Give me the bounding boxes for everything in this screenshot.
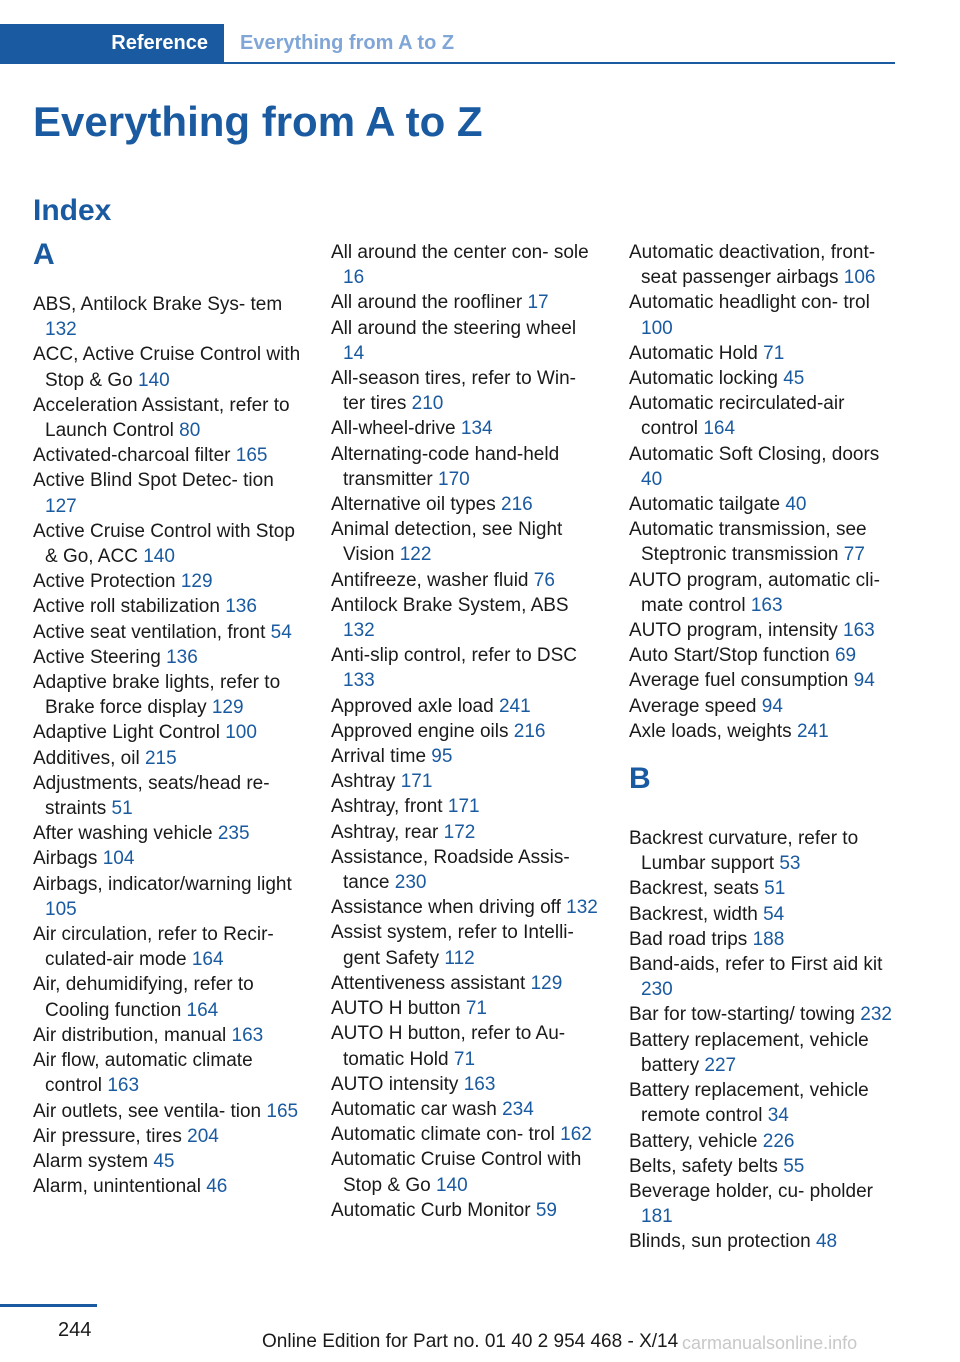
entry-text: Alternative oil types	[331, 494, 496, 516]
index-entry	[331, 1122, 599, 1147]
index-entry	[33, 846, 301, 871]
index-entry	[331, 1097, 599, 1122]
index-heading: Index	[33, 194, 112, 227]
index-entry	[629, 568, 897, 618]
page-link[interactable]: 129	[180, 571, 213, 593]
entry-text: Air distribution, manual	[33, 1024, 227, 1046]
page-link[interactable]: 140	[137, 369, 170, 391]
page-link[interactable]: 53	[779, 853, 801, 875]
entry-text: Automatic transmission, see Steptronic transmission	[629, 519, 867, 566]
index-entry	[33, 443, 301, 468]
index-entry	[629, 366, 897, 391]
entry-text: Active Cruise Control with Stop & Go, ACC	[33, 520, 295, 568]
page-link[interactable]: 163	[231, 1024, 264, 1046]
index-entry	[629, 442, 897, 492]
page-link[interactable]: 230	[394, 872, 427, 894]
index-entry	[629, 341, 897, 366]
index-entry	[629, 694, 897, 719]
entry-text: Assistance, Roadside Assis- tance	[331, 846, 570, 894]
page-link[interactable]: 34	[767, 1105, 789, 1127]
entry-text: Active Steering	[33, 646, 161, 668]
index-entry	[331, 568, 599, 593]
entry-text: Arrival time	[331, 746, 427, 768]
page-link[interactable]: 105	[45, 898, 77, 920]
index-entry	[331, 416, 599, 441]
entry-text: Air outlets, see ventila- tion	[33, 1100, 262, 1122]
header-tab-reference: Reference	[0, 24, 224, 62]
index-entry	[629, 492, 897, 517]
index-entry	[331, 442, 599, 492]
index-entry	[629, 240, 897, 290]
page-link[interactable]: 80	[179, 420, 201, 442]
page-link[interactable]: 45	[153, 1150, 175, 1172]
index-entry	[33, 519, 301, 569]
entry-text: Automatic Hold	[629, 342, 758, 364]
entry-text: Automatic tailgate	[629, 494, 781, 516]
page-link[interactable]: 54	[270, 621, 292, 643]
entry-text: Air flow, automatic climate control	[33, 1050, 253, 1097]
page-link[interactable]: 112	[444, 947, 475, 969]
entry-text: Additives, oil	[33, 747, 140, 769]
index-entry	[331, 492, 599, 517]
index-entry	[331, 290, 599, 315]
entries-col2	[331, 240, 599, 1223]
entries-col3b	[629, 826, 897, 1254]
entry-text: Average speed	[629, 695, 757, 717]
entry-text: Activated-charcoal filter	[33, 445, 231, 467]
index-entry	[629, 1002, 897, 1027]
entry-text: All around the center con- sole	[331, 242, 589, 263]
page-link[interactable]: 77	[843, 544, 865, 566]
index-entry	[629, 1129, 897, 1154]
index-entry	[629, 517, 897, 567]
entry-text: Belts, safety belts	[629, 1155, 778, 1177]
page-link[interactable]: 216	[501, 494, 533, 516]
index-entry	[331, 366, 599, 416]
page-link[interactable]: 132	[566, 897, 598, 919]
entry-text: Automatic Soft Closing, doors	[629, 443, 880, 465]
page-link[interactable]: 48	[815, 1231, 838, 1253]
page-link[interactable]: 55	[783, 1155, 805, 1177]
index-entry	[331, 1072, 599, 1097]
entry-text: All around the steering wheel	[331, 317, 577, 339]
entry-text: Battery, vehicle	[629, 1130, 758, 1152]
page-link[interactable]: 170	[438, 468, 470, 490]
entry-text: Battery replacement, vehicle battery	[629, 1029, 869, 1076]
page-link[interactable]: 164	[191, 949, 224, 971]
page-link[interactable]: 165	[266, 1100, 299, 1122]
entry-text: After washing vehicle	[33, 823, 213, 845]
page-link[interactable]: 17	[527, 292, 549, 314]
page-link[interactable]: 140	[143, 546, 175, 568]
page-link[interactable]: 94	[853, 670, 875, 692]
entry-text: Axle loads, weights	[629, 720, 792, 742]
page-link[interactable]: 94	[761, 695, 783, 717]
entries-col1	[33, 292, 301, 1199]
page-link[interactable]: 100	[641, 317, 673, 339]
index-entry	[629, 826, 897, 876]
page-link[interactable]: 241	[498, 695, 531, 717]
page-link[interactable]: 132	[45, 319, 77, 341]
entry-text: Automatic car wash	[331, 1098, 497, 1120]
page-link[interactable]: 215	[144, 747, 177, 769]
page-link[interactable]: 227	[704, 1054, 737, 1076]
index-entry	[33, 720, 301, 745]
page-link[interactable]: 232	[860, 1004, 892, 1026]
index-entry	[331, 316, 599, 366]
index-entry	[629, 952, 897, 1002]
page-link[interactable]: 234	[502, 1098, 534, 1120]
entry-text: Automatic Curb Monitor	[331, 1199, 531, 1221]
page-link[interactable]: 140	[435, 1174, 468, 1196]
page-link[interactable]: 204	[187, 1125, 219, 1147]
index-entry	[629, 290, 897, 340]
page-link[interactable]: 164	[703, 418, 736, 440]
entry-text: Adaptive Light Control	[33, 722, 220, 744]
entry-text: Active Protection	[33, 571, 176, 593]
entry-text: AUTO program, intensity	[629, 620, 838, 642]
index-entry	[331, 694, 599, 719]
index-entry	[331, 971, 599, 996]
running-header	[0, 24, 895, 64]
page-link[interactable]: 45	[783, 368, 805, 390]
page-link[interactable]: 106	[843, 267, 876, 289]
entry-text: Airbags	[33, 848, 98, 870]
entry-text: AUTO H button	[331, 998, 461, 1020]
entry-text: Air, dehumidifying, refer to Cooling function	[33, 974, 254, 1021]
index-entry	[33, 292, 301, 342]
entry-text: Bad road trips	[629, 928, 748, 950]
letter-heading-a: A	[33, 238, 55, 271]
entry-text: Battery replacement, vehicle remote control	[629, 1080, 869, 1127]
index-entry	[331, 643, 599, 693]
index-entry	[33, 972, 301, 1022]
entry-text: Band-aids, refer to First aid kit	[629, 954, 883, 976]
index-entry	[331, 820, 599, 845]
page-link[interactable]: 54	[763, 903, 785, 925]
entry-text: Automatic Cruise Control with Stop & Go	[331, 1149, 582, 1196]
index-entry	[33, 645, 301, 670]
index-entry	[33, 670, 301, 720]
entry-text: Automatic headlight con- trol	[629, 292, 870, 314]
entry-text: ACC, Active Cruise Control with Stop & Go	[33, 344, 301, 391]
page-link[interactable]: 171	[400, 771, 433, 793]
page-link[interactable]: 40	[785, 494, 807, 516]
entries-col3a	[629, 240, 897, 744]
entry-text: Animal detection, see Night Vision	[331, 519, 563, 566]
page-link[interactable]: 133	[343, 670, 375, 692]
index-entry	[33, 1023, 301, 1048]
index-entry	[331, 744, 599, 769]
index-entry	[33, 922, 301, 972]
entry-text: Automatic deactivation, front- seat passenger airbags	[629, 242, 876, 289]
index-entry	[331, 769, 599, 794]
index-entry	[33, 821, 301, 846]
index-entry	[331, 920, 599, 970]
page-link[interactable]: 14	[343, 342, 365, 364]
page-link[interactable]: 76	[533, 569, 555, 591]
index-entry	[33, 872, 301, 922]
index-entry	[331, 719, 599, 744]
entry-text: Alternating-code hand-held transmitter	[331, 443, 560, 490]
index-entry	[33, 342, 301, 392]
index-entry	[33, 1124, 301, 1149]
page-link[interactable]: 46	[206, 1176, 228, 1198]
page-link[interactable]: 235	[217, 823, 250, 845]
entry-text: Active seat ventilation, front	[33, 621, 266, 643]
entry-text: Ashtray, rear	[331, 821, 439, 843]
page-link[interactable]: 40	[641, 468, 663, 490]
page-link[interactable]: 164	[186, 999, 219, 1021]
index-entry	[33, 569, 301, 594]
entry-text: Antilock Brake System, ABS	[331, 594, 569, 616]
entry-text: Ashtray	[331, 771, 396, 793]
page-link[interactable]: 171	[447, 796, 480, 818]
page-link[interactable]: 163	[750, 594, 783, 616]
page-link[interactable]: 163	[843, 620, 875, 642]
page-link[interactable]: 104	[102, 848, 135, 870]
entry-text: Active roll stabilization	[33, 596, 220, 618]
index-entry	[331, 593, 599, 643]
entry-text: All-season tires, refer to Win- ter tires	[331, 368, 576, 415]
index-entry	[629, 1078, 897, 1128]
page-link[interactable]: 127	[45, 495, 77, 517]
entry-text: Auto Start/Stop function	[629, 645, 830, 667]
index-entry	[33, 771, 301, 821]
index-entry	[331, 1147, 599, 1197]
entry-text: Air pressure, tires	[33, 1125, 182, 1147]
index-entry	[331, 895, 599, 920]
index-entry	[33, 1099, 301, 1124]
page-link[interactable]: 51	[764, 878, 786, 900]
index-column-1	[33, 240, 301, 1199]
entry-text: Approved engine oils	[331, 720, 509, 742]
header-tab-section: Everything from A to Z	[240, 31, 455, 54]
page-link[interactable]: 163	[107, 1075, 140, 1097]
entry-text: Adjustments, seats/head re- straints	[33, 772, 270, 820]
footer-rule	[0, 1304, 97, 1307]
index-entry	[629, 668, 897, 693]
watermark: carmanualsonline.info	[682, 1333, 858, 1353]
entry-text: Assist system, refer to Intelli- gent Safety	[331, 922, 574, 969]
index-entry	[33, 594, 301, 619]
index-entry	[629, 1179, 897, 1229]
index-entry	[629, 643, 897, 668]
index-entry	[629, 618, 897, 643]
index-entry	[33, 393, 301, 443]
entry-text: Airbags, indicator/warning light	[33, 873, 292, 895]
index-entry	[629, 902, 897, 927]
entry-text: Adaptive brake lights, refer to Brake force display	[33, 672, 281, 719]
index-entry	[629, 1028, 897, 1078]
page-link[interactable]: 71	[465, 998, 487, 1020]
entry-text: Active Blind Spot Detec- tion	[33, 470, 274, 492]
index-entry	[629, 391, 897, 441]
page-link[interactable]: 129	[211, 697, 244, 719]
entry-text: Ashtray, front	[331, 796, 443, 818]
index-entry	[331, 1021, 599, 1071]
entry-text: Backrest, width	[629, 903, 758, 925]
page-link[interactable]: 71	[453, 1048, 476, 1070]
page-number: 244	[58, 1319, 92, 1341]
entry-text: Automatic locking	[629, 368, 778, 390]
entry-text: Antifreeze, washer fluid	[331, 569, 529, 591]
page-link[interactable]: 172	[443, 821, 476, 843]
entry-text: Bar for tow-starting/ towing	[629, 1004, 855, 1026]
page-link[interactable]: 165	[235, 445, 268, 467]
page-link[interactable]: 230	[641, 979, 673, 1001]
page-link[interactable]: 163	[463, 1073, 496, 1095]
entry-text: AUTO H button, refer to Au- tomatic Hold	[331, 1023, 566, 1070]
page-link[interactable]: 51	[111, 798, 133, 820]
entry-text: Backrest, seats	[629, 878, 759, 900]
page-link[interactable]: 71	[763, 342, 785, 364]
entry-text: Beverage holder, cu- pholder	[629, 1180, 873, 1202]
page-link[interactable]: 69	[834, 645, 857, 667]
entry-text: All-wheel-drive	[331, 418, 456, 440]
index-entry	[629, 1154, 897, 1179]
page-link[interactable]: 226	[762, 1130, 795, 1152]
page-link[interactable]: 188	[752, 928, 785, 950]
page-link[interactable]: 129	[530, 972, 563, 994]
index-entry	[629, 1229, 897, 1254]
index-entry	[331, 996, 599, 1021]
index-entry	[331, 240, 599, 290]
entry-text: Blinds, sun protection	[629, 1231, 811, 1253]
page-link[interactable]: 162	[560, 1124, 592, 1146]
page-link[interactable]: 210	[411, 393, 444, 415]
entry-text: Approved axle load	[331, 695, 494, 717]
entry-text: AUTO program, automatic cli- mate control	[629, 569, 880, 616]
entry-text: Average fuel consumption	[629, 670, 849, 692]
page-link[interactable]: 241	[796, 720, 829, 742]
page-link[interactable]: 181	[641, 1206, 673, 1228]
index-entry	[33, 1048, 301, 1098]
index-entry	[33, 1174, 301, 1199]
page-link[interactable]: 134	[460, 418, 493, 440]
page-link[interactable]: 132	[343, 620, 375, 642]
index-entry	[33, 746, 301, 771]
page-link[interactable]: 136	[225, 596, 257, 618]
index-entry	[331, 517, 599, 567]
edition-text: Online Edition for Part no. 01 40 2 954 468 - X/14	[262, 1331, 679, 1352]
entry-text: Alarm system	[33, 1150, 149, 1172]
index-entry	[33, 468, 301, 518]
index-entry	[629, 927, 897, 952]
page-link[interactable]: 100	[225, 722, 257, 744]
entry-text: Automatic climate con- trol	[331, 1124, 555, 1146]
index-entry	[331, 1198, 599, 1223]
index-entry	[331, 794, 599, 819]
index-entry	[629, 719, 897, 744]
page-link[interactable]: 216	[513, 720, 546, 742]
page-link[interactable]: 136	[166, 646, 198, 668]
page-title: Everything from A to Z	[33, 98, 483, 145]
entry-text: All around the roofliner	[331, 292, 523, 314]
page-link[interactable]: 16	[343, 267, 365, 289]
entry-text: Air circulation, refer to Recir- culated-air mode	[33, 924, 274, 971]
entry-text: Acceleration Assistant, refer to Launch Control	[33, 394, 290, 442]
index-entry	[33, 1149, 301, 1174]
index-column-3	[629, 240, 897, 1255]
index-entry	[33, 620, 301, 645]
entry-text: Assistance when driving off	[331, 897, 561, 919]
page-link[interactable]: 122	[399, 544, 432, 566]
index-column-2	[331, 240, 599, 1223]
entry-text: Attentiveness assistant	[331, 972, 526, 994]
index-entry	[331, 845, 599, 895]
page-link[interactable]: 59	[535, 1199, 557, 1221]
page-link[interactable]: 95	[431, 746, 453, 768]
letter-heading-b: B	[629, 762, 651, 796]
entry-text: Alarm, unintentional	[33, 1176, 201, 1198]
entry-text: Backrest curvature, refer to Lumbar support	[629, 828, 859, 875]
entry-text: Automatic recirculated-air control	[629, 393, 845, 440]
entry-text: AUTO intensity	[331, 1073, 459, 1095]
entry-text: Anti-slip control, refer to DSC	[331, 645, 578, 667]
index-entry	[629, 876, 897, 901]
entry-text: ABS, Antilock Brake Sys- tem	[33, 294, 283, 315]
